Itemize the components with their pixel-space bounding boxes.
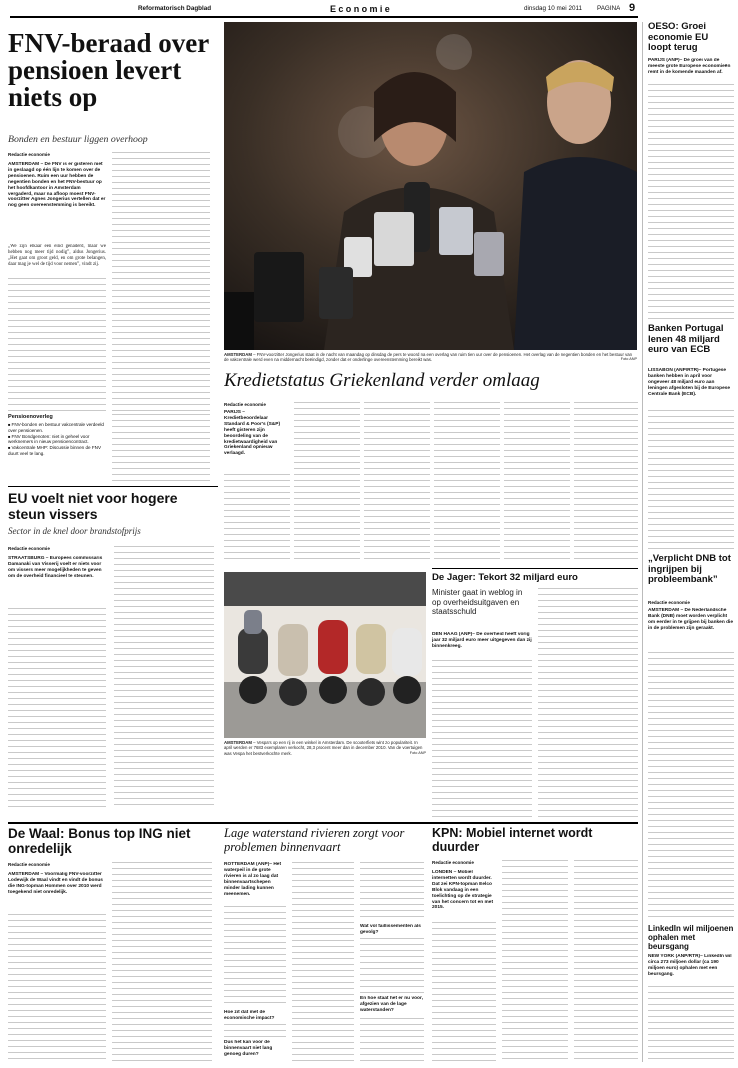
- ing-headline: De Waal: Bonus top ING niet onredelijk: [8, 826, 191, 856]
- vissers-lead: STRAATSBURG – Europees commissaris Damanaki van Visserij voelt er niets voor om vissers meer mogelijkheden te geven om de overheid financieel te steunen.: [8, 556, 103, 579]
- vissers-headline: EU voelt niet voor hogere steun vissers: [8, 490, 178, 522]
- portugal-body: [648, 410, 734, 550]
- vissers-rule: [8, 486, 218, 487]
- portugal-article: [648, 324, 734, 552]
- jager-lead: [432, 632, 532, 650]
- bottom-rule: [8, 822, 638, 824]
- lead-body-col2-lower: [112, 414, 210, 482]
- page-number: 9: [629, 2, 636, 14]
- vissers-deck: Sector in de knel door brandstofprijs: [8, 526, 141, 536]
- griekenland-body-col1: [224, 474, 290, 564]
- vissers-body-col1: [8, 608, 106, 810]
- top-photo-credit: Foto ANP: [620, 357, 637, 362]
- page-label: PAGINA: [597, 5, 621, 12]
- binnenvaart-sub3: En hoe staat het er nu voor, afgezien van de lage waterstanden?: [360, 996, 423, 1013]
- lead-quote: „We zijn elkaar een eind genaderd, maar we hebben nog meer tijd nodig”, aldus Jongerius. „Het gaat om groot geld, en om grote belangen, daar mag je wel de tijd voor nemen”, vindt zij.: [8, 244, 106, 267]
- top-photo-caption-label: AMSTERDAM: [224, 352, 252, 357]
- portugal-byline: LISSABON (ANP/RTR): [648, 368, 699, 373]
- ing-byline: Redactie economie: [8, 862, 50, 867]
- pensioen-box-item: ■ Vakcentrale MHP: Discussie binnen de FNV duurt veel te lang.: [8, 445, 106, 457]
- ing-body-col2: [112, 862, 212, 1062]
- oeso-lead-text: – De groei van de meeste grote Europese economieën remt in de komende maanden af.: [648, 58, 731, 75]
- binnenvaart-body-col1b: [224, 1024, 286, 1038]
- kpn-article: [432, 826, 638, 1064]
- griekenland-article: [224, 370, 638, 566]
- oeso-body: [648, 84, 734, 320]
- oeso-article: [648, 22, 734, 322]
- binnenvaart-headline: Lage waterstand rivieren zorgt voor problemen binnenvaart: [224, 826, 405, 854]
- jager-subhead: Minister gaat in weblog in op overheidsuitgaven en staatsschuld: [432, 588, 523, 616]
- binnenvaart-sub4: Dus het kan voor de binnenvaart niet lang genoeg duren?: [224, 1040, 273, 1057]
- top-photo-caption: [224, 352, 637, 368]
- lead-headline: FNV-beraad over pensioen levert niets op: [8, 30, 209, 111]
- binnenvaart-body-col2: [292, 862, 354, 1062]
- pensioen-box-item: ■ FNV-bonden en bestuur vakcentrale verdeeld over pensioenen.: [8, 422, 106, 434]
- jager-byline: DEN HAAG (ANP): [432, 632, 473, 637]
- jager-body-col2: [538, 588, 638, 818]
- scooter-photo: [224, 572, 426, 738]
- kpn-byline: Redactie economie: [432, 860, 474, 865]
- pensioen-box-item: ■ FNV Bondgenoten: niet in geheel voor werknemers in nieuw pensioencontract.: [8, 434, 106, 446]
- dnb-byline: Redactie economie: [648, 600, 690, 605]
- scooter-photo-image: [224, 572, 426, 738]
- dnb-headline: „Verplicht DNB tot ingrijpen bij probleembank”: [648, 554, 731, 585]
- lead-byline: Redactie economie: [8, 152, 50, 157]
- page-header: [0, 0, 738, 14]
- oeso-lead: [648, 58, 734, 76]
- lead-intro: AMSTERDAM – De FNV is er gisteren niet in geslaagd op één lijn te komen over de pensioenen. Ruim een uur hebben de negentien bonden en het FNV-bestuur op het hoofdkantoor in Amsterdam vergaderd, maar na afloop moest FNV-voorzitter Agnes Jongerius vertellen dat er nog geen overeenstemming is bereikt.: [8, 162, 106, 209]
- jager-headline: De Jager: Tekort 32 miljard euro: [432, 572, 578, 583]
- jager-lead-text: – De overheid heeft vorig jaar 32 miljard euro meer uitgegeven dan zij binnenkreeg.: [432, 632, 532, 649]
- dnb-body: [648, 652, 734, 918]
- oeso-byline: PARIJS (ANP): [648, 58, 680, 63]
- linkedin-byline: NEW YORK (ANP/RTR): [648, 954, 701, 959]
- dnb-lead: AMSTERDAM – De Nederlandsche Bank (DNB) moet worden verplicht om eerder in te grijpen bij banken die in de problemen zijn geraakt.: [648, 608, 734, 631]
- linkedin-headline: LinkedIn wil miljoenen ophalen met beursgang: [648, 924, 734, 951]
- lead-body-col2: [112, 152, 210, 412]
- linkedin-lead-text: – LinkedIn wil circa 273 miljoen dollar (ca 190 miljoen euro) ophalen met een beursgang.: [648, 954, 732, 977]
- binnenvaart-lead-text: – Het waterpeil in de grote rivieren is al zo laag dat binnenvaartschepen minder lading kunnen meenemen.: [224, 862, 282, 897]
- griekenland-body-col2: [294, 402, 360, 564]
- portugal-lead-text: – Portugese banken hebben in april voor ongeveer 48 miljard euro aan leningen afgesloten bij de Europese Centrale Bank (ECB).: [648, 368, 731, 397]
- oeso-headline: OESO: Groei economie EU loopt terug: [648, 22, 709, 53]
- lead-deck: Bonden en bestuur liggen overhoop: [8, 134, 148, 145]
- pensioen-box: [8, 414, 106, 482]
- vissers-article: [8, 490, 218, 812]
- portugal-headline: Banken Portugal lenen 48 miljard euro van ECB: [648, 324, 724, 355]
- right-column-divider: [642, 22, 643, 1062]
- binnenvaart-lead: [224, 862, 286, 897]
- vissers-byline: Redactie economie: [8, 546, 50, 551]
- griekenland-lead: PARIJS – Kredietbeoordelaar Standard & Poor's (S&P) heeft gisteren zijn beoordeling van de kredietwaardigheid van Griekenland opnieuw verlaagd.: [224, 410, 281, 457]
- paper-name: Reformatorisch Dagblad: [138, 5, 212, 12]
- portugal-lead: [648, 368, 734, 398]
- binnenvaart-body-col3a: [360, 862, 424, 922]
- binnenvaart-sub2: Wat vol faillissementen als gevolg?: [360, 924, 421, 935]
- griekenland-body-col5: [504, 402, 570, 564]
- kpn-headline: KPN: Mobiel internet wordt duurder: [432, 826, 593, 854]
- ing-body-col1: [8, 914, 106, 1062]
- kpn-body-col3: [574, 860, 638, 1062]
- page-date: dinsdag 10 mei 2011: [524, 5, 582, 12]
- pensioen-box-title: Pensioenoverleg: [8, 414, 53, 420]
- kpn-body-col1: [432, 922, 496, 1062]
- jager-article: [432, 572, 638, 820]
- jager-body-col1: [432, 660, 532, 818]
- binnenvaart-body-col1: [224, 906, 286, 1006]
- kpn-lead: LONDEN – Mobiel internetten wordt duurder. Dat zei KPN-topman Eelco Blok vandaag in een toelichting op de strategie van het concern tot en met 2015.: [432, 870, 494, 911]
- lead-body-col1: [8, 278, 106, 412]
- dnb-article: [648, 554, 734, 922]
- binnenvaart-body-col3b: [360, 938, 424, 994]
- jager-rule: [432, 568, 638, 569]
- griekenland-headline: Kredietstatus Griekenland verder omlaag: [224, 370, 540, 391]
- griekenland-byline: Redactie economie: [224, 402, 266, 407]
- scooter-photo-caption: [224, 740, 426, 764]
- griekenland-body-col3: [364, 402, 430, 564]
- binnenvaart-byline: ROTTERDAM (ANP): [224, 862, 270, 867]
- section-name: Economie: [330, 4, 393, 14]
- binnenvaart-body-col3c: [360, 1018, 424, 1062]
- top-photo: [224, 22, 637, 350]
- griekenland-body-col6: [574, 402, 638, 564]
- linkedin-article: [648, 924, 734, 1064]
- ing-lead: AMSTERDAM – Voormalig FNV-voorzitter Lodewijk de Waal vindt en vindt de bonus die ING-topman Hommen over 2010 werd toegekend niet onredelijk.: [8, 872, 103, 895]
- binnenvaart-sub1: Hoe zit dat met de economische impact?: [224, 1010, 275, 1021]
- kpn-body-col2: [502, 860, 568, 1062]
- top-photo-image: [224, 22, 637, 350]
- header-rule: [10, 16, 638, 18]
- ing-article: [8, 826, 212, 1064]
- top-photo-caption-text: – FNV-voorzitter Jongerius staat in de nacht van maandag op dinsdag de pers te woord na een overlag van ruim tien uur over de pensioenen. Het overlag van de negentien bonden en het bestuur van de vakcentrale werd even na middernacht beëindigd, zonder dat er onderlinge overeenstemming bereikt was.: [224, 352, 632, 363]
- scooter-photo-caption-label: AMSTERDAM: [224, 740, 252, 745]
- linkedin-body: [648, 986, 734, 1062]
- griekenland-body-col4: [434, 402, 500, 564]
- vissers-body-col2: [114, 546, 214, 810]
- linkedin-lead: [648, 954, 734, 978]
- lead-article: [8, 22, 212, 414]
- scooter-photo-caption-text: – Vespa's op een rij in een winkel in Amsterdam. De scooterfiets wint zo populariteit. In april werden er 7683 exemplaren verkocht, 28,3 procent meer dan in december 2010. Van de voertuigen was Vespa het bestverkochte merk.: [224, 740, 423, 756]
- binnenvaart-article: [224, 826, 424, 1064]
- scooter-photo-credit: Foto ANP: [409, 750, 426, 755]
